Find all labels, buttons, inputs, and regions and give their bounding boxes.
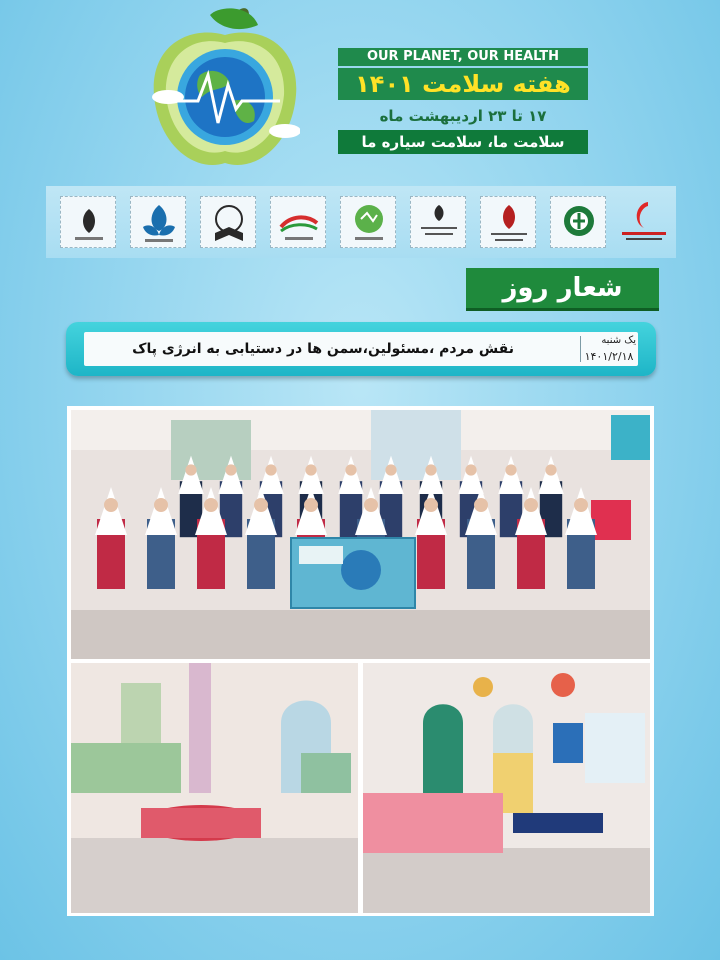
sponsor-logo-strip — [46, 186, 676, 258]
subtitle: سلامت ما، سلامت سیاره ما — [338, 130, 588, 154]
slogan-day: یک شنبه — [601, 335, 636, 346]
slogan-panel — [84, 332, 638, 366]
group-photo — [71, 410, 650, 659]
environment-icon — [550, 196, 606, 248]
slogan-banner — [66, 322, 656, 376]
library-activity-photo-left — [71, 663, 358, 913]
health-week-apple-logo — [150, 5, 300, 175]
title-english: OUR PLANET, OUR HEALTH — [338, 48, 588, 66]
red-crescent-icon — [618, 196, 670, 248]
lotus-emblem-icon — [130, 196, 186, 248]
title-persian: هفته سلامت ۱۴۰۱ — [338, 68, 588, 100]
slogan-heading-tab — [466, 268, 659, 311]
iran-emblem-icon — [60, 196, 116, 248]
ministry-education-icon — [410, 196, 466, 248]
slogan-text: نقش مردم ،مسئولین،سمن ها در دستیابی به انرژی پاک — [132, 341, 514, 357]
slogan-heading: شعار روز — [502, 273, 623, 303]
slogan-date: ۱۴۰۱/۲/۱۸ — [584, 350, 634, 363]
library-activity-photo-right — [363, 663, 650, 913]
date-range: ۱۷ تا ۲۳ اردیبهشت ماه — [379, 107, 547, 125]
slogan-divider — [580, 336, 581, 362]
health-week-title-block — [338, 48, 588, 156]
health-week-secretariat-icon — [340, 196, 396, 248]
book-emblem-icon — [200, 196, 256, 248]
iran-emblem-icon — [480, 196, 536, 248]
health-deputy-icon — [270, 196, 326, 248]
